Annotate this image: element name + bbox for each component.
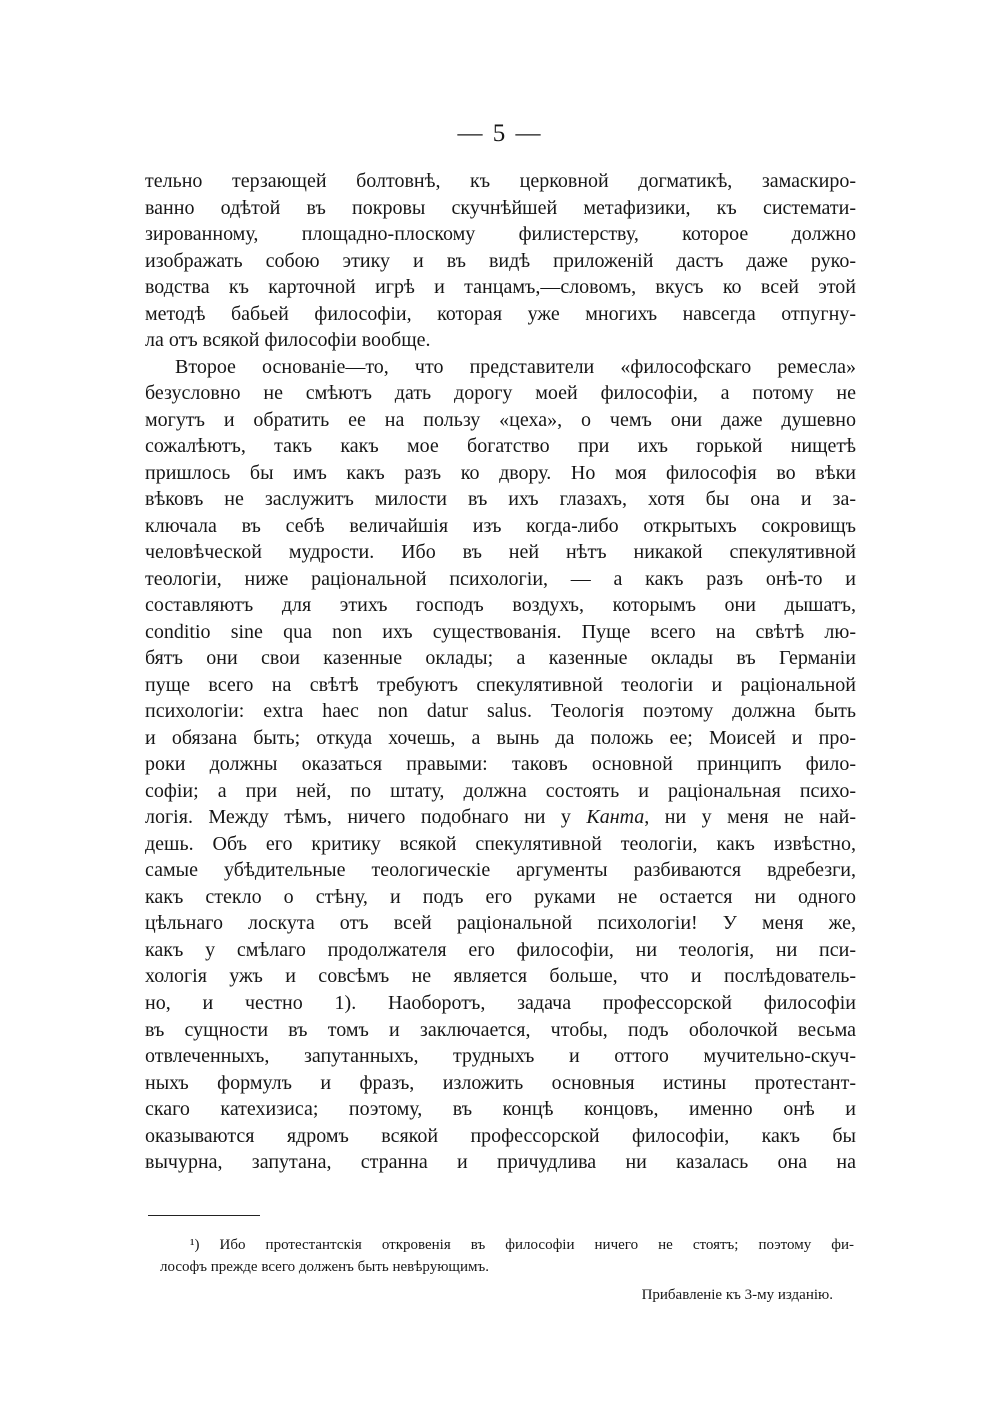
text-line: и обязана быть; откуда хочешь, а вынь да положь ее; Моисей и про-	[145, 726, 856, 749]
text-line: ныхъ формулъ и фразъ, изложить основныя истины протестант-	[145, 1071, 856, 1094]
text-line: вѣковъ не заслужитъ милости въ ихъ глазахъ, хотя бы она и за-	[145, 488, 856, 511]
text-line: дешь. Объ его критику всякой спекулятивной теологіи, какъ извѣстно,	[145, 832, 856, 855]
text-line: пришлось бы имъ какъ разъ ко двору. Но моя философія во вѣки	[145, 461, 856, 484]
footnote-marker: ¹)	[190, 1237, 200, 1253]
text-line: методѣ бабьей философіи, которая уже многихъ навсегда отпугну-	[145, 302, 856, 325]
text-segment: , ни у меня не най-	[644, 806, 856, 829]
text-line: оказываются ядромъ всякой профессорской философіи, какъ бы	[145, 1124, 856, 1147]
footnote-addendum: Прибавленіе къ 3-му изданію.	[641, 1287, 833, 1303]
text-line: ключала въ себѣ величайшія изъ когда-либо открытыхъ сокровищъ	[145, 514, 856, 537]
kant-name: Канта	[586, 806, 645, 829]
text-line: самые убѣдительные теологическіе аргументы разбиваются вдребезги,	[145, 859, 856, 882]
text-line: роки должны оказаться правыми: таковъ основной принципъ фило-	[145, 753, 856, 776]
footnote-line	[160, 1234, 854, 1256]
text-line: вычурна, запутана, странна и причудлива ни казалась она на	[145, 1151, 856, 1174]
text-line: цѣльнаго лоскута отъ всей раціональной психологіи! У меня же,	[145, 912, 856, 935]
text-line: сожалѣютъ, такъ какъ мое богатство при ихъ горькой нищетѣ	[145, 435, 856, 458]
text-line: Второе основаніе—то, что представители «философскаго ремесла»	[175, 355, 856, 378]
footnote	[160, 1234, 854, 1278]
text-line: водства къ карточной игрѣ и танцамъ,—словомъ, вкусъ ко всей этой	[145, 276, 856, 299]
text-line: психологіи: extra haec non datur salus. Теологія поэтому должна быть	[145, 700, 856, 723]
text-line: скаго катехизиса; поэтому, въ концѣ концовъ, именно онѣ и	[145, 1098, 856, 1121]
text-line: пуще всего на свѣтѣ требуютъ спекулятивной теологіи и раціональной	[145, 673, 856, 696]
footnote-divider	[148, 1215, 260, 1216]
footnote-ref[interactable]: 1)	[334, 991, 352, 1014]
footnote-line: лософъ прежде всего долженъ быть невѣрующимъ.	[160, 1259, 489, 1275]
main-text	[145, 168, 856, 1176]
text-line: теологіи, ниже раціональной психологіи, — а какъ разъ онѣ-то и	[145, 567, 856, 590]
text-line: софіи; а при ней, по штату, должна состоять и раціональная психо-	[145, 779, 856, 802]
text-line: ванно одѣтой въ покровы скучнѣйшей метафизики, къ системати-	[145, 196, 856, 219]
text-line: зированному, площадно-плоскому филистерству, которое должно	[145, 223, 856, 246]
footnote-text: Ибо протестантскія откровенія въ философіи ничего не стоятъ; поэтому фи-	[219, 1237, 854, 1253]
text-segment: логія. Между тѣмъ, ничего подобнаго ни у	[145, 806, 571, 829]
text-segment: но, и честно	[145, 991, 303, 1014]
text-line: тельно терзающей болтовнѣ, къ церковной догматикѣ, замаскиро-	[145, 170, 856, 192]
page-number: — 5 —	[457, 120, 543, 147]
text-line: отвлеченныхъ, запутанныхъ, трудныхъ и оттого мучительно-скуч-	[145, 1045, 856, 1068]
text-segment: . Наоборотъ, задача профессорской философіи	[351, 991, 856, 1014]
text-line: безусловно не смѣютъ дать дорогу моей философіи, а потому не	[145, 382, 856, 405]
text-line: составляютъ для этихъ господъ воздухъ, которымъ они дышатъ,	[145, 594, 856, 617]
text-line	[145, 990, 856, 1017]
text-line: изображать собою этику и въ видѣ приложеній дастъ даже руко-	[145, 249, 856, 272]
text-line: conditio sine qua non ихъ существованія. Пуще всего на свѣтѣ лю-	[145, 620, 856, 643]
text-line: бятъ они свои казенные оклады; а казенные оклады въ Германіи	[145, 647, 856, 670]
text-line: какъ стекло о стѣну, и подъ его руками не остается ни одного	[145, 885, 856, 908]
text-line: какъ у смѣлаго продолжателя его философіи, ни теологія, ни пси-	[145, 938, 856, 961]
text-line: человѣческой мудрости. Ибо въ ней нѣтъ никакой спекулятивной	[145, 541, 856, 564]
text-line	[145, 804, 856, 831]
text-line: могутъ и обратить ее на пользу «цеха», о чемъ они даже душевно	[145, 408, 856, 431]
text-line: хологія ужъ и совсѣмъ не является больше, что и послѣдователь-	[145, 965, 856, 988]
text-line: въ сущности въ томъ и заключается, чтобы, подъ оболочкой весьма	[145, 1018, 856, 1041]
text-line: ла отъ всякой философіи вообще.	[145, 329, 431, 352]
